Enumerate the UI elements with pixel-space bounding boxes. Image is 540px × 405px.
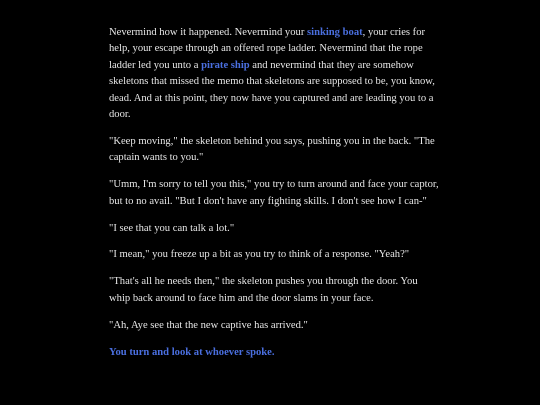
pirate-ship-link[interactable]: pirate ship (201, 59, 250, 71)
story-paragraph: "Keep moving," the skeleton behind you says, pushing you in the back. "The captain wants to you." (109, 135, 435, 164)
story-paragraph: "Umm, I'm sorry to tell you this," you try to turn around and face your captor, but to no avail. "But I don't have any fighting skills. I don't see how I can-" (109, 179, 439, 207)
story-text: , your cries for help, your escape through an offered rope ladder. Nevermind that the rope ladder led you unto a (109, 27, 426, 71)
story-text: and nevermind that they are somehow skeletons that missed the memo that skeletons are supposed to be, you know, dead. And at this point, they now have you captured and are leading you to a door. (109, 59, 435, 121)
choice-link-turn-and-look[interactable]: You turn and look at whoever spoke. (109, 346, 275, 358)
story-text: Nevermind how it happened. Nevermind your (109, 27, 307, 38)
story-paragraph-intro (109, 25, 441, 123)
story-paragraph: "I see that you can talk a lot." (109, 222, 235, 234)
story-paragraph: "Ah, Aye see that the new captive has arrived." (109, 319, 308, 331)
story-paragraph: "That's all he needs then," the skeleton pushes you through the door. You whip back around to face him and the door slams in your face. (109, 276, 418, 304)
sinking-boat-link[interactable]: sinking boat (307, 27, 363, 38)
story-paragraph: "I mean," you freeze up a bit as you try to think of a response. "Yeah?" (109, 249, 410, 261)
story-passage (109, 25, 441, 372)
choice-paragraph (109, 345, 441, 361)
